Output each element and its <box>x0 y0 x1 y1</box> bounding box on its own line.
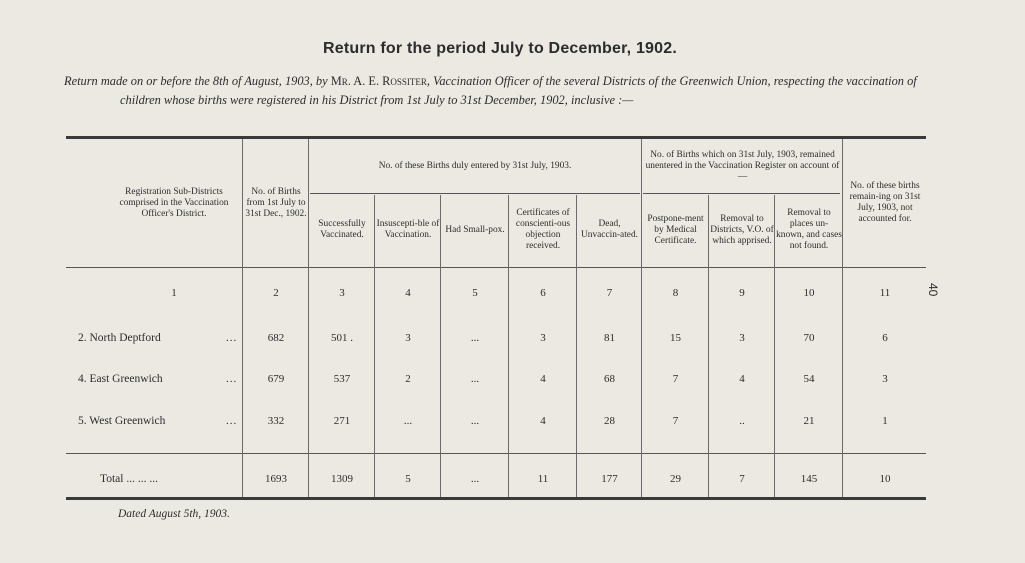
col-divider <box>641 139 642 497</box>
cell-births: 332 <box>267 415 285 427</box>
header-removal-districts: Removal to Districts, V.O. of which apprised. <box>710 213 774 246</box>
cell-removal-unknown: 70 <box>803 332 815 344</box>
header-entered-group: No. of these Births duly entered by 31st July, 1903. <box>378 160 572 171</box>
officer-name: Mr. A. E. Rossiter, <box>330 74 431 88</box>
cell-certificates: 4 <box>540 415 546 427</box>
header-registration: Registration Sub-Districts comprised in the Vaccination Officer's District. <box>119 186 229 219</box>
cell-certificates: 4 <box>540 373 546 385</box>
total-vaccinated: 1309 <box>331 473 353 485</box>
cell-births: 682 <box>267 332 285 344</box>
col-divider <box>708 195 709 497</box>
column-number: 10 <box>803 287 815 299</box>
column-number: 9 <box>739 287 745 299</box>
intro-paragraph <box>64 72 939 110</box>
header-unentered-group: No. of Births which on 31st July, 1903, remained unentered in the Vaccination Register on account of— <box>645 149 840 182</box>
header-bottom-rule <box>66 267 926 268</box>
cell-dead: 81 <box>604 332 615 344</box>
cell-vaccinated: 501 . <box>331 332 353 344</box>
cell-smallpox: ... <box>470 373 480 385</box>
header-births: No. of Births from 1st July to 31st Dec., 1902. <box>245 186 307 219</box>
cell-births: 679 <box>267 373 285 385</box>
table-bottom-rule <box>66 497 926 500</box>
col-divider <box>774 195 775 497</box>
cell-postponement: 7 <box>672 373 679 385</box>
group-rule-entered <box>310 193 640 194</box>
column-number: 1 <box>171 287 177 299</box>
cell-postponement: 7 <box>672 415 679 427</box>
cell-insusceptible: ... <box>403 415 413 427</box>
cell-dead: 68 <box>604 373 615 385</box>
header-dead: Dead, Unvaccin-ated. <box>580 219 638 240</box>
row-leader: ... <box>226 415 238 427</box>
column-number: 2 <box>273 287 279 299</box>
column-number: 5 <box>472 287 478 299</box>
total-dead: 177 <box>601 473 618 485</box>
cell-not-accounted: 3 <box>882 373 888 385</box>
cell-certificates: 3 <box>540 332 546 344</box>
cell-insusceptible: 3 <box>405 332 411 344</box>
cell-removal-unknown: 54 <box>803 373 815 385</box>
column-number: 3 <box>339 287 345 299</box>
page-title: Return for the period July to December, 1902. <box>323 40 677 57</box>
total-insusceptible: 5 <box>405 473 411 485</box>
col-divider <box>308 139 309 497</box>
header-insusceptible: Insuscepti-ble of Vaccination. <box>376 219 440 240</box>
header-postponement: Postpone-ment by Medical Certificate. <box>647 213 704 246</box>
header-smallpox: Had Small-pox. <box>445 224 505 235</box>
cell-vaccinated: 537 <box>333 373 351 385</box>
header-vaccinated: Successfully Vaccinated. <box>318 219 366 240</box>
cell-insusceptible: 2 <box>405 373 411 385</box>
dated-line: Dated August 5th, 1903. <box>118 508 230 520</box>
header-certificates: Certificates of conscienti-ous objection received. <box>515 208 571 251</box>
group-rule-unentered <box>643 193 840 194</box>
total-smallpox: ... <box>470 473 480 485</box>
column-number: 11 <box>879 287 891 299</box>
cell-smallpox: ... <box>470 415 480 427</box>
header-not-accounted: No. of these births remain-ing on 31st July, 1903, not accounted for. <box>849 181 921 224</box>
column-number: 8 <box>672 287 679 299</box>
cell-vaccinated: 271 <box>333 415 351 427</box>
total-removal-districts: 7 <box>739 473 745 485</box>
total-top-rule <box>66 453 926 454</box>
cell-smallpox: ... <box>470 332 480 344</box>
column-number: 6 <box>540 287 546 299</box>
intro-text-end: Vaccination Officer of the several Districts of the Greenwich Union, respecting the vaccination of children whose births were registered in his District from 1st July to 31st December, 1902, inclusive :— <box>120 74 917 107</box>
column-number: 7 <box>606 287 613 299</box>
column-number: 4 <box>405 287 411 299</box>
page-number: 40 <box>926 283 940 297</box>
cell-postponement: 15 <box>670 332 681 344</box>
intro-text-start: Return made on or before the 8th of August, 1903, by <box>64 74 331 88</box>
header-removal-unknown: Removal to places un-known, and cases not found. <box>776 208 842 251</box>
col-divider <box>576 195 577 497</box>
col-divider <box>508 195 509 497</box>
total-removal-unknown: 145 <box>800 473 818 485</box>
total-certificates: 11 <box>537 473 549 485</box>
total-not-accounted: 10 <box>879 473 891 485</box>
row-label: 2. North Deptford <box>78 332 161 344</box>
total-births: 1693 <box>265 473 287 485</box>
cell-dead: 28 <box>604 415 615 427</box>
row-label: 5. West Greenwich <box>78 415 166 427</box>
total-label: Total ... ... ... <box>100 473 158 485</box>
total-postponement: 29 <box>670 473 681 485</box>
cell-removal-unknown: 21 <box>803 415 815 427</box>
row-leader: ... <box>226 373 238 385</box>
cell-not-accounted: 6 <box>882 332 888 344</box>
col-divider <box>842 139 843 497</box>
row-leader: ... <box>226 332 238 344</box>
cell-removal-districts: .. <box>739 415 745 427</box>
col-divider <box>440 195 441 497</box>
cell-removal-districts: 3 <box>739 332 745 344</box>
col-divider <box>374 195 375 497</box>
cell-removal-districts: 4 <box>739 373 745 385</box>
row-label: 4. East Greenwich <box>78 373 163 385</box>
col-divider <box>242 139 243 497</box>
cell-not-accounted: 1 <box>882 415 888 427</box>
